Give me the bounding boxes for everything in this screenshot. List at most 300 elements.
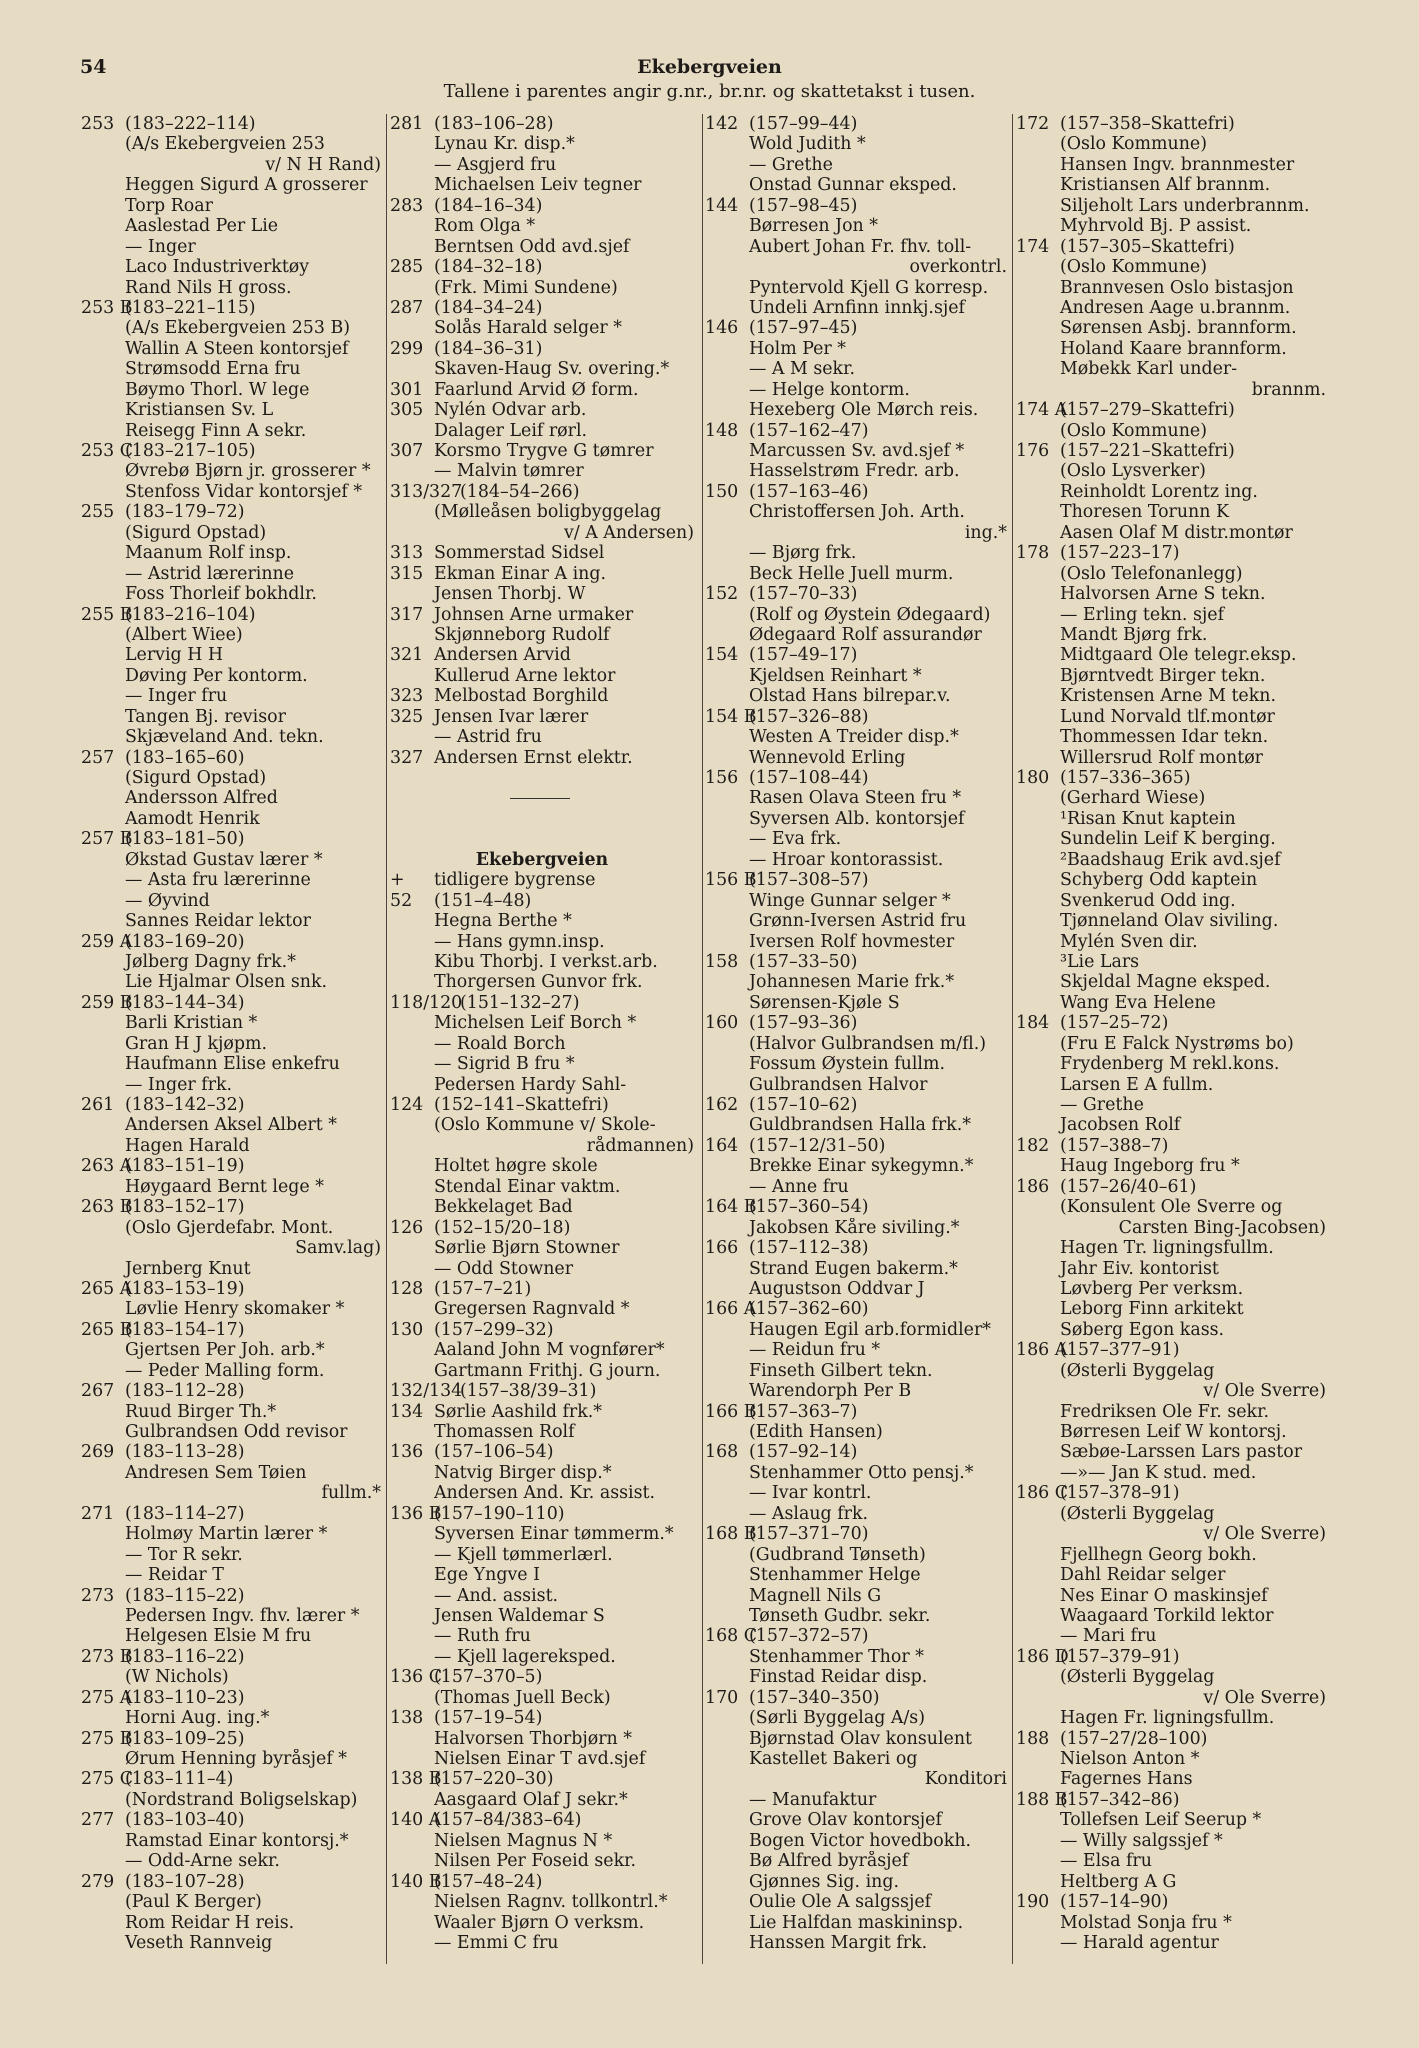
entry-text: Hanssen Margit frk. — [749, 1932, 928, 1953]
address-entry — [705, 1136, 1007, 1156]
house-number: 186 C — [1016, 1483, 1069, 1504]
address-entry — [705, 1013, 1007, 1033]
house-number: 275 A — [81, 1687, 133, 1708]
resident-entry — [1016, 1749, 1326, 1769]
resident-entry — [81, 1177, 381, 1197]
entry-text: Fossum Øystein fullm. — [749, 1054, 946, 1075]
resident-entry — [1016, 1606, 1326, 1626]
address-entry — [705, 952, 1007, 972]
entry-text: Syversen Alb. kontorsjef — [749, 808, 965, 829]
resident-entry — [390, 625, 694, 645]
entry-text: Aamodt Henrik — [125, 808, 260, 829]
entry-text: Andersen Ernst elektr. — [434, 747, 633, 768]
house-number: 136 B — [390, 1503, 442, 1524]
entry-text: — Inger frk. — [125, 1074, 233, 1095]
entry-text: Kristensen Arne M tekn. — [1060, 686, 1276, 707]
resident-entry — [390, 1688, 694, 1708]
entry-text: ¹Risan Knut kaptein — [1060, 808, 1236, 829]
resident-entry — [705, 155, 1007, 175]
resident-entry — [1016, 1851, 1326, 1871]
resident-entry — [390, 1831, 694, 1851]
entry-text: (183–181–50) — [125, 829, 245, 850]
resident-entry — [81, 645, 381, 665]
entry-text: (184–16–34) — [434, 195, 543, 216]
resident-entry — [1016, 666, 1326, 686]
resident-entry — [705, 461, 1007, 481]
resident-entry — [81, 686, 381, 706]
address-entry — [705, 114, 1007, 134]
entry-text: Lervig H H — [125, 645, 224, 666]
entry-text: Ruud Birger Th.* — [125, 1401, 277, 1422]
house-number: 190 — [1016, 1892, 1050, 1913]
address-entry — [390, 1218, 694, 1238]
entry-text: Hagen Harald — [125, 1135, 250, 1156]
entry-text: Siljeholt Lars underbrannm. — [1060, 195, 1310, 216]
resident-entry — [705, 1913, 1007, 1933]
address-entry — [705, 421, 1007, 441]
entry-text: Undeli Arnfinn innkj.sjef — [749, 297, 965, 318]
entry-text: Olstad Hans bilrepar.v. — [749, 686, 951, 707]
entry-text: Gulbrandsen Odd revisor — [125, 1422, 348, 1442]
resident-entry — [1016, 972, 1326, 992]
address-entry — [705, 645, 1007, 665]
address-entry — [1016, 1177, 1326, 1197]
address-entry — [390, 645, 694, 665]
resident-entry — [1016, 1933, 1326, 1953]
entry-text: Løvberg Per verksm. — [1060, 1278, 1244, 1299]
resident-entry — [390, 1259, 694, 1279]
entry-text: Jacobsen Rolf — [1060, 1115, 1181, 1136]
address-entry — [705, 1299, 1007, 1319]
house-number: 128 — [390, 1278, 424, 1299]
entry-text: (183–106–28) — [434, 114, 554, 134]
resident-entry — [390, 1647, 694, 1667]
entry-text: (157–340–350) — [749, 1687, 880, 1708]
entry-text: (157–106–54) — [434, 1442, 554, 1463]
house-number: 305 — [390, 400, 424, 421]
house-number: 166 B — [705, 1401, 757, 1422]
entry-text: (183–154–17) — [125, 1319, 245, 1340]
house-number: 259 B — [81, 992, 133, 1013]
entry-text: (183–142–32) — [125, 1095, 245, 1115]
address-entry — [390, 1810, 694, 1830]
resident-entry — [390, 1565, 694, 1585]
address-entry — [81, 1504, 381, 1524]
address-entry — [390, 257, 694, 277]
entry-text: Gran H J kjøpm. — [125, 1033, 268, 1054]
resident-entry — [1016, 155, 1326, 175]
entry-text: (183–112–28) — [125, 1381, 245, 1402]
resident-entry — [1016, 1279, 1326, 1299]
entry-text: (157–388–7) — [1060, 1135, 1169, 1156]
resident-entry — [705, 1769, 1007, 1789]
resident-entry — [390, 584, 694, 604]
entry-text: Heltberg A G — [1060, 1871, 1177, 1892]
resident-entry — [705, 298, 1007, 318]
entry-text: Aasen Olaf M distr.montør — [1060, 522, 1293, 543]
entry-text: (Oslo Kommune) — [1060, 420, 1207, 441]
entry-text: Fredriksen Ole Fr. sekr. — [1060, 1401, 1270, 1422]
entry-text: Wennevold Erling — [749, 747, 906, 768]
address-entry — [81, 993, 381, 1013]
address-entry — [390, 543, 694, 563]
entry-text: Larsen E A fullm. — [1060, 1074, 1214, 1095]
entry-text: overkontrl. — [909, 257, 1007, 278]
entry-text: ing.* — [964, 522, 1007, 543]
house-number: 277 — [81, 1810, 115, 1831]
entry-text: (157–372–57) — [749, 1626, 869, 1647]
address-entry — [81, 441, 381, 461]
address-entry — [705, 584, 1007, 604]
address-entry — [390, 441, 694, 461]
house-number: 142 — [705, 114, 739, 134]
house-number: 307 — [390, 441, 424, 461]
resident-entry — [1016, 1524, 1326, 1544]
entry-text: (183–113–28) — [125, 1442, 245, 1463]
resident-entry — [705, 686, 1007, 706]
address-entry — [705, 1442, 1007, 1462]
resident-entry — [705, 1054, 1007, 1074]
entry-text: Finstad Reidar disp. — [749, 1667, 928, 1688]
house-number: 273 — [81, 1585, 115, 1606]
house-number: 130 — [390, 1319, 424, 1340]
entry-text: (Oslo Kommune v/ Skole- — [434, 1115, 656, 1136]
entry-text: Tønseth Gudbr. sekr. — [749, 1605, 931, 1626]
resident-entry — [1016, 380, 1326, 400]
resident-entry — [81, 1667, 381, 1687]
entry-text: Leborg Finn arkitekt — [1060, 1299, 1244, 1320]
entry-text: Rom Reidar H reis. — [125, 1912, 295, 1933]
entry-text: (157–99–44) — [749, 114, 858, 134]
resident-entry — [390, 359, 694, 379]
entry-text: (A/s Ekebergveien 253 — [125, 134, 325, 155]
resident-entry — [705, 1218, 1007, 1238]
resident-entry — [1016, 482, 1326, 502]
resident-entry — [390, 1115, 694, 1135]
resident-entry — [81, 175, 381, 195]
resident-entry — [390, 421, 694, 441]
entry-text: (183–151–19) — [125, 1156, 245, 1177]
resident-entry — [705, 1381, 1007, 1401]
resident-entry — [705, 605, 1007, 625]
entry-text: — Peder Malling form. — [125, 1360, 325, 1381]
entry-text: Johnsen Arne urmaker — [434, 604, 634, 625]
entry-text: Marcussen Sv. avd.sjef * — [749, 441, 965, 461]
entry-text: Børresen Leif W kontorsj. — [1060, 1422, 1287, 1442]
resident-entry — [705, 1075, 1007, 1095]
entry-text: Svenkerud Odd ing. — [1060, 890, 1236, 911]
entry-text: Hegna Berthe * — [434, 911, 572, 932]
resident-entry — [705, 400, 1007, 420]
address-entry — [390, 1381, 694, 1401]
entry-text: — Willy salgssjef * — [1060, 1830, 1223, 1851]
resident-entry — [81, 278, 381, 298]
resident-entry — [705, 1259, 1007, 1279]
entry-text: Aasgaard Olaf J sekr.* — [434, 1789, 628, 1810]
house-number: 160 — [705, 1013, 739, 1034]
entry-text: v/ Ole Sverre) — [1203, 1687, 1326, 1708]
entry-text: fullm.* — [321, 1483, 381, 1504]
entry-text: (157–190–110) — [434, 1503, 565, 1524]
address-entry — [390, 891, 694, 911]
resident-entry — [390, 911, 694, 931]
resident-entry — [705, 850, 1007, 870]
entry-text: Berntsen Odd avd.sjef — [434, 236, 630, 257]
entry-text: — Roald Borch — [434, 1033, 566, 1054]
entry-text: (Frk. Mimi Sundene) — [434, 277, 618, 298]
house-number: 132/134 — [390, 1381, 463, 1402]
address-entry — [81, 1647, 381, 1667]
resident-entry — [1016, 829, 1326, 849]
resident-entry — [81, 564, 381, 584]
resident-entry — [390, 1851, 694, 1871]
entry-text: Brekke Einar sykegymn.* — [749, 1156, 974, 1177]
entry-text: (157–12/31–50) — [749, 1135, 886, 1156]
address-entry — [705, 196, 1007, 216]
entry-text: (157–97–45) — [749, 318, 858, 339]
entry-text: Bø Alfred byråsjef — [749, 1851, 909, 1872]
entry-text: — Manufaktur — [749, 1789, 877, 1810]
house-number: 253 B — [81, 297, 133, 318]
entry-text: Konditori — [924, 1769, 1007, 1790]
resident-entry — [81, 196, 381, 216]
house-number: 156 B — [705, 870, 757, 891]
resident-entry — [81, 543, 381, 563]
entry-text: Jensen Waldemar S — [434, 1605, 605, 1626]
house-number: 144 — [705, 195, 739, 216]
resident-entry — [1016, 1034, 1326, 1054]
entry-text: (Sørli Byggelag A/s) — [749, 1708, 926, 1729]
house-number: 315 — [390, 563, 424, 584]
resident-entry — [1016, 1810, 1326, 1830]
resident-entry — [1016, 1095, 1326, 1115]
entry-text: (Fru E Falck Nystrøms bo) — [1060, 1033, 1294, 1054]
entry-text: Laco Industriverktøy — [125, 257, 310, 278]
resident-entry — [1016, 1402, 1326, 1422]
entry-text: — Elsa fru — [1060, 1851, 1152, 1872]
entry-text: (157–48–24) — [434, 1871, 543, 1892]
entry-text: Hansen Ingv. brannmester — [1060, 154, 1295, 175]
house-number: 166 A — [705, 1299, 757, 1320]
house-number: 321 — [390, 645, 424, 666]
resident-entry — [1016, 727, 1326, 747]
entry-text: (157–10–62) — [749, 1095, 858, 1115]
address-entry — [1016, 400, 1326, 420]
address-entry — [81, 1197, 381, 1217]
resident-entry — [1016, 1075, 1326, 1095]
page-subtitle: Tallene i parentes angir g.nr., br.nr. og skattetakst i tusen. — [443, 81, 976, 102]
address-entry — [705, 707, 1007, 727]
house-number: 154 — [705, 645, 739, 666]
house-number: 253 — [81, 114, 115, 134]
resident-entry — [1016, 1586, 1326, 1606]
entry-text: Lund Norvald tlf.montør — [1060, 706, 1275, 727]
entry-text: Christoffersen Joh. Arth. — [749, 502, 965, 523]
resident-entry — [705, 523, 1007, 543]
resident-entry — [390, 318, 694, 338]
resident-entry — [1016, 318, 1326, 338]
entry-text: (Mølleåsen boligbyggelag — [434, 502, 662, 523]
entry-text: (157–342–86) — [1060, 1789, 1180, 1810]
entry-text: Carsten Bing-Jacobsen) — [1118, 1217, 1326, 1238]
house-number: 257 — [81, 747, 115, 768]
address-entry — [390, 339, 694, 359]
house-number: 283 — [390, 195, 424, 216]
resident-entry — [390, 1340, 694, 1360]
resident-entry — [1016, 1115, 1326, 1135]
entry-text: Øvrebø Bjørn jr. grosserer * — [125, 461, 371, 482]
entry-text: Hagen Fr. ligningsfullm. — [1060, 1708, 1275, 1729]
resident-entry — [81, 216, 381, 236]
resident-entry — [81, 1034, 381, 1054]
address-entry — [390, 993, 694, 1013]
entry-text: (183–109–25) — [125, 1728, 245, 1749]
entry-text: Thorgersen Gunvor frk. — [434, 972, 643, 993]
resident-entry — [705, 1831, 1007, 1851]
house-number: 140 B — [390, 1871, 442, 1892]
resident-entry — [81, 1218, 381, 1238]
resident-entry — [81, 359, 381, 379]
resident-entry — [390, 1034, 694, 1054]
entry-text: Løvlie Henry skomaker * — [125, 1299, 345, 1320]
resident-entry — [705, 1177, 1007, 1197]
page-title: Ekebergveien — [637, 56, 782, 78]
entry-text: — Grethe — [749, 154, 833, 175]
resident-entry — [1016, 523, 1326, 543]
address-entry — [81, 1442, 381, 1462]
resident-entry — [81, 1831, 381, 1851]
entry-text: Solås Harald selger * — [434, 318, 622, 339]
resident-entry — [390, 1361, 694, 1381]
entry-text: (151–132–27) — [460, 992, 580, 1013]
resident-entry — [1016, 359, 1326, 379]
address-entry — [390, 1872, 694, 1892]
resident-entry — [705, 993, 1007, 1013]
resident-entry — [705, 1892, 1007, 1912]
resident-entry — [81, 461, 381, 481]
entry-text: Maanum Rolf insp. — [125, 543, 292, 564]
entry-text: — And. assist. — [434, 1585, 559, 1606]
resident-entry — [1016, 1259, 1326, 1279]
entry-text: — Hans gymn.insp. — [434, 931, 605, 952]
address-entry — [81, 1156, 381, 1176]
entry-text: Thommessen Idar tekn. — [1060, 727, 1269, 748]
house-number: 52 — [390, 890, 413, 911]
entry-text: Holtet høgre skole — [434, 1156, 598, 1177]
entry-text: (Albert Wiee) — [125, 624, 243, 645]
resident-entry — [1016, 298, 1326, 318]
entry-text: Holm Per * — [749, 338, 846, 359]
entry-text: (Oslo Kommune) — [1060, 257, 1207, 278]
house-number: 259 A — [81, 931, 133, 952]
entry-text: Willersrud Rolf montør — [1060, 747, 1263, 768]
entry-text: Ege Yngve I — [434, 1565, 540, 1586]
resident-entry — [81, 952, 381, 972]
resident-entry — [81, 1340, 381, 1360]
entry-text: v/ Ole Sverre) — [1203, 1381, 1326, 1402]
house-number: 261 — [81, 1095, 115, 1115]
resident-entry — [81, 1259, 381, 1279]
entry-text: (Østerli Byggelag — [1060, 1360, 1215, 1381]
entry-text: (183–103–40) — [125, 1810, 245, 1831]
entry-text: Jakobsen Kåre siviling.* — [749, 1217, 960, 1238]
resident-entry — [705, 1749, 1007, 1769]
entry-text: Jensen Thorbj. W — [434, 584, 586, 605]
resident-entry — [1016, 1299, 1326, 1319]
address-entry — [390, 1279, 694, 1299]
resident-entry — [81, 1136, 381, 1156]
entry-text: (157–93–36) — [749, 1013, 858, 1034]
resident-entry — [1016, 1463, 1326, 1483]
blank-line — [390, 768, 694, 788]
entry-text: — Inger fru — [125, 686, 228, 707]
entry-text: Bjørnstad Olav konsulent — [749, 1728, 973, 1749]
address-entry — [390, 1667, 694, 1687]
resident-entry — [81, 1422, 381, 1442]
house-number: 323 — [390, 686, 424, 707]
resident-entry — [390, 1626, 694, 1646]
entry-text: Michaelsen Leiv tegner — [434, 175, 642, 196]
entry-text: Grove Olav kontorsjef — [749, 1810, 942, 1831]
address-entry — [1016, 1013, 1326, 1033]
resident-entry — [1016, 1504, 1326, 1524]
entry-text: Thoresen Torunn K — [1060, 502, 1229, 523]
resident-entry — [1016, 1054, 1326, 1074]
entry-text: — Grethe — [1060, 1095, 1144, 1115]
entry-text: Waagaard Torkild lektor — [1060, 1605, 1274, 1626]
house-number: 186 — [1016, 1176, 1050, 1197]
entry-text: Fagernes Hans — [1060, 1769, 1193, 1790]
entry-text: (157–162–47) — [749, 420, 869, 441]
resident-entry — [705, 134, 1007, 154]
resident-entry — [81, 1524, 381, 1544]
resident-entry — [705, 1851, 1007, 1871]
resident-entry — [705, 1156, 1007, 1176]
entry-text: Hasselstrøm Fredr. arb. — [749, 461, 960, 482]
entry-text: Kastellet Bakeri og — [749, 1749, 918, 1769]
resident-entry — [390, 278, 694, 298]
address-entry — [81, 1872, 381, 1892]
entry-text: (Oslo Lysverker) — [1060, 461, 1206, 482]
resident-entry — [81, 891, 381, 911]
house-number: 136 — [390, 1442, 424, 1463]
resident-entry — [81, 788, 381, 808]
resident-entry — [81, 625, 381, 645]
house-number: 186 D — [1016, 1646, 1069, 1667]
resident-entry — [705, 278, 1007, 298]
entry-text: v/ N H Rand) — [265, 154, 381, 175]
entry-text: Helgesen Elsie M fru — [125, 1626, 312, 1647]
house-number: 124 — [390, 1095, 424, 1115]
resident-entry — [705, 625, 1007, 645]
house-number: 134 — [390, 1401, 424, 1422]
entry-text: Stenfoss Vidar kontorsjef * — [125, 481, 363, 502]
entry-text: — Reidar T — [125, 1565, 224, 1586]
entry-text: (Østerli Byggelag — [1060, 1503, 1215, 1524]
directory-column-1 — [81, 114, 381, 1953]
entry-text: Aubert Johan Fr. fhv. toll- — [749, 236, 972, 257]
entry-text: (157–308–57) — [749, 870, 869, 891]
entry-text: (157–305–Skattefri) — [1060, 236, 1235, 257]
entry-text: (152–15/20–18) — [434, 1217, 571, 1238]
house-number: 325 — [390, 706, 424, 727]
entry-text: Stenhammer Thor * — [749, 1646, 924, 1667]
entry-text: Horni Aug. ing.* — [125, 1708, 270, 1729]
entry-text: Jensen Ivar lærer — [434, 706, 589, 727]
resident-entry — [81, 1545, 381, 1565]
entry-text: — Øyvind — [125, 890, 210, 911]
resident-entry — [1016, 891, 1326, 911]
